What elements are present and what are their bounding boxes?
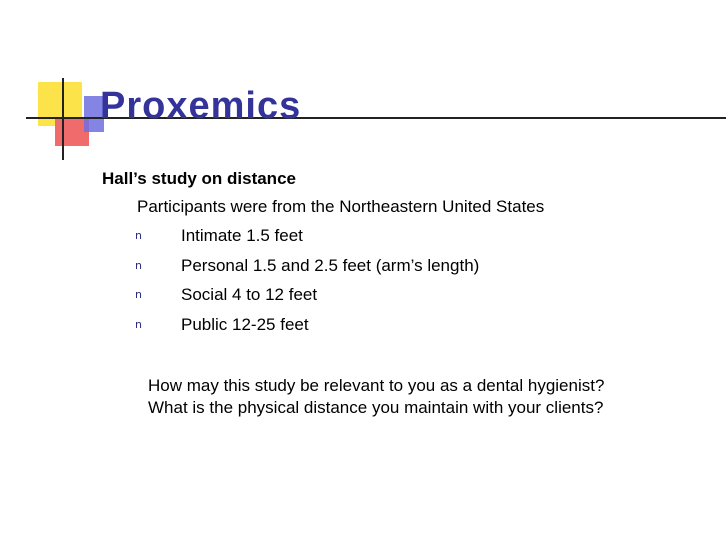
- bullet-icon: n: [135, 288, 142, 301]
- bullet-text: Personal 1.5 and 2.5 feet (arm’s length): [181, 255, 480, 275]
- section-heading: Hall’s study on distance: [102, 169, 296, 188]
- bullet-text: Public 12-25 feet: [181, 314, 309, 334]
- section-subheading: Participants were from the Northeastern United States: [137, 197, 545, 216]
- bullet-text: Intimate 1.5 feet: [181, 226, 303, 245]
- bullet-text: Social 4 to 12 feet: [181, 285, 318, 304]
- bullet-icon: n: [135, 317, 142, 331]
- bullet-icon: n: [135, 258, 142, 272]
- question-relevance: How may this study be relevant to you as a dental hygienist?: [148, 376, 605, 395]
- page-title: Proxemics: [100, 85, 302, 127]
- bullet-icon: n: [135, 229, 142, 242]
- question-distance: What is the physical distance you maintain with your clients?: [148, 398, 604, 417]
- logo-vertical-line: [62, 78, 64, 160]
